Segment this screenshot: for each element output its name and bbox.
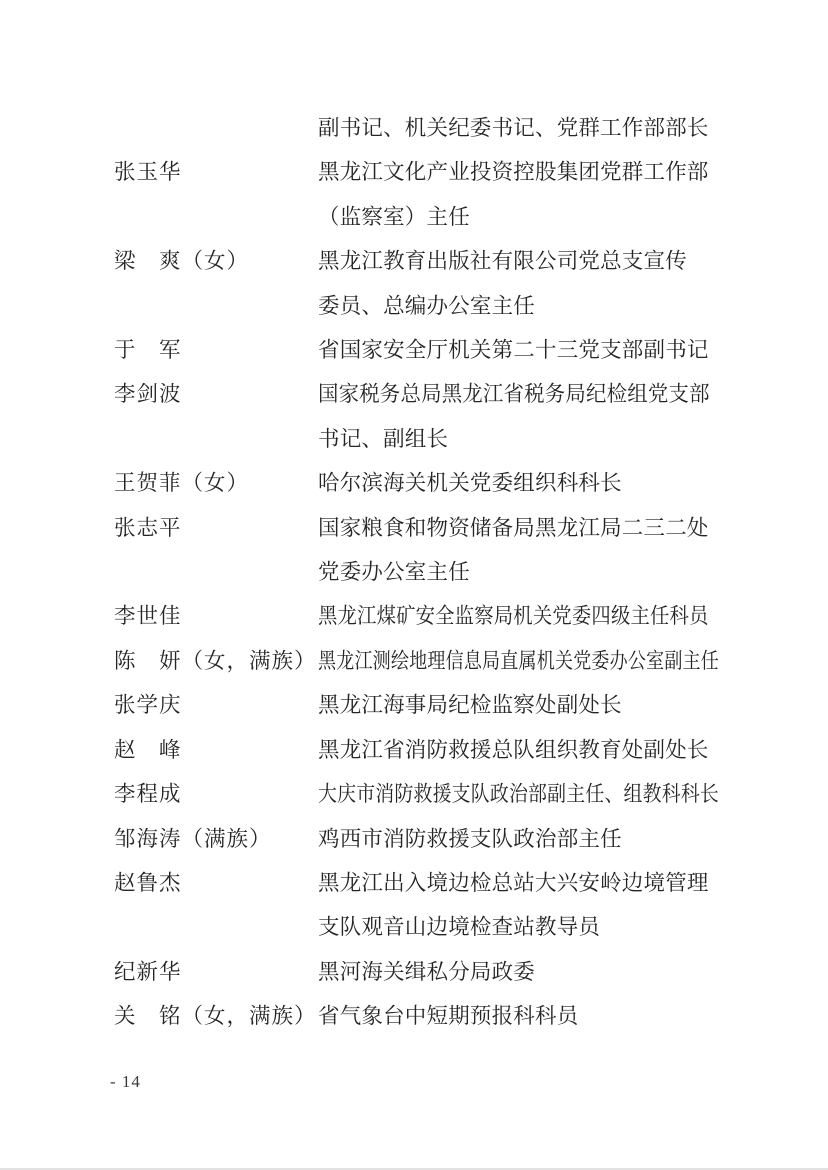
list-entry: [114, 506, 774, 595]
person-name: 李世佳: [114, 604, 182, 629]
position-line: 国家税务总局黑龙江省税务局纪检组党支部: [318, 382, 710, 407]
position-lines: [318, 861, 774, 950]
position-line: 黑龙江省消防救援总队组织教育处副处长: [318, 737, 709, 762]
person-name: 陈 妍（女，满族）: [114, 648, 317, 673]
position-lines: [318, 728, 774, 772]
list-entry: [114, 994, 774, 1038]
person-name: 梁 爽（女）: [114, 249, 250, 274]
person-name: 张玉华: [114, 160, 182, 185]
person-name: 张学庆: [114, 693, 182, 718]
position-line: 黑龙江教育出版社有限公司党总支宣传: [318, 249, 687, 274]
position-line: 黑河海关缉私分局政委: [318, 959, 536, 984]
person-name: 张志平: [114, 515, 182, 540]
position-line: 支队观音山边境检查站教导员: [318, 915, 601, 940]
position-line: 黑龙江文化产业投资控股集团党群工作部: [318, 160, 709, 185]
position-lines: [318, 683, 774, 727]
list-entry: [114, 817, 774, 861]
position-line: 黑龙江出入境边检总站大兴安岭边境管理: [318, 870, 709, 895]
position-line: 黑龙江煤矿安全监察局机关党委四级主任科员: [318, 604, 709, 629]
person-name: 于 军: [114, 338, 182, 363]
list-entry: [114, 950, 774, 994]
position-lines: [318, 506, 774, 595]
position-lines: [318, 772, 774, 816]
page-number: - 14: [110, 1072, 141, 1091]
person-name: 邹海涛（满族）: [114, 826, 272, 851]
list-entry: [114, 728, 774, 772]
position-line: 委员、总编办公室主任: [318, 293, 536, 318]
position-line: 哈尔滨海关机关党委组织科科长: [318, 471, 622, 496]
person-name: 关 铭（女，满族）: [114, 1004, 317, 1029]
list-entry: [114, 772, 774, 816]
position-lines: [318, 106, 774, 150]
position-lines: [318, 950, 774, 994]
position-lines: [318, 594, 774, 638]
person-name: 纪新华: [114, 959, 182, 984]
position-line: （监察室）主任: [318, 204, 470, 229]
person-name: 李剑波: [114, 382, 182, 407]
list-entry: [114, 461, 774, 505]
position-line: 大庆市消防救援支队政治部副主任、组教科科长: [318, 782, 720, 807]
person-name: 赵鲁杰: [114, 870, 182, 895]
list-entry: [114, 683, 774, 727]
position-line: 国家粮食和物资储备局黑龙江局二三二处: [318, 515, 709, 540]
position-lines: [318, 461, 774, 505]
position-line: 黑龙江海事局纪检监察处副处长: [318, 693, 622, 718]
position-lines: [318, 994, 774, 1038]
position-line: 副书记、机关纪委书记、党群工作部部长: [318, 116, 709, 140]
position-line: 鸡西市消防救援支队政治部主任: [318, 826, 622, 851]
position-lines: [318, 328, 774, 372]
list-entry: [114, 372, 774, 461]
position-line: 省国家安全厅机关第二十三党支部副书记: [318, 338, 709, 363]
position-lines: [318, 239, 774, 328]
person-name: 李程成: [114, 782, 182, 807]
position-line: 党委办公室主任: [318, 560, 470, 585]
position-lines: [318, 817, 774, 861]
appointment-list: [114, 106, 774, 1039]
position-lines: [318, 372, 774, 461]
position-lines: [318, 639, 774, 683]
list-entry: [114, 150, 774, 239]
position-line: 黑龙江测绘地理信息局直属机关党委办公室副主任: [318, 648, 720, 673]
list-entry: [114, 639, 774, 683]
list-entry: [114, 239, 774, 328]
list-entry: [114, 594, 774, 638]
person-name: 赵 峰: [114, 737, 182, 762]
list-entry: [114, 861, 774, 950]
position-lines: [318, 150, 774, 239]
person-name: 王贺菲（女）: [114, 471, 250, 496]
position-line: 省气象台中短期预报科科员: [318, 1004, 579, 1029]
position-line: 书记、副组长: [318, 426, 449, 451]
list-entry: [114, 328, 774, 372]
list-entry: [114, 106, 774, 150]
